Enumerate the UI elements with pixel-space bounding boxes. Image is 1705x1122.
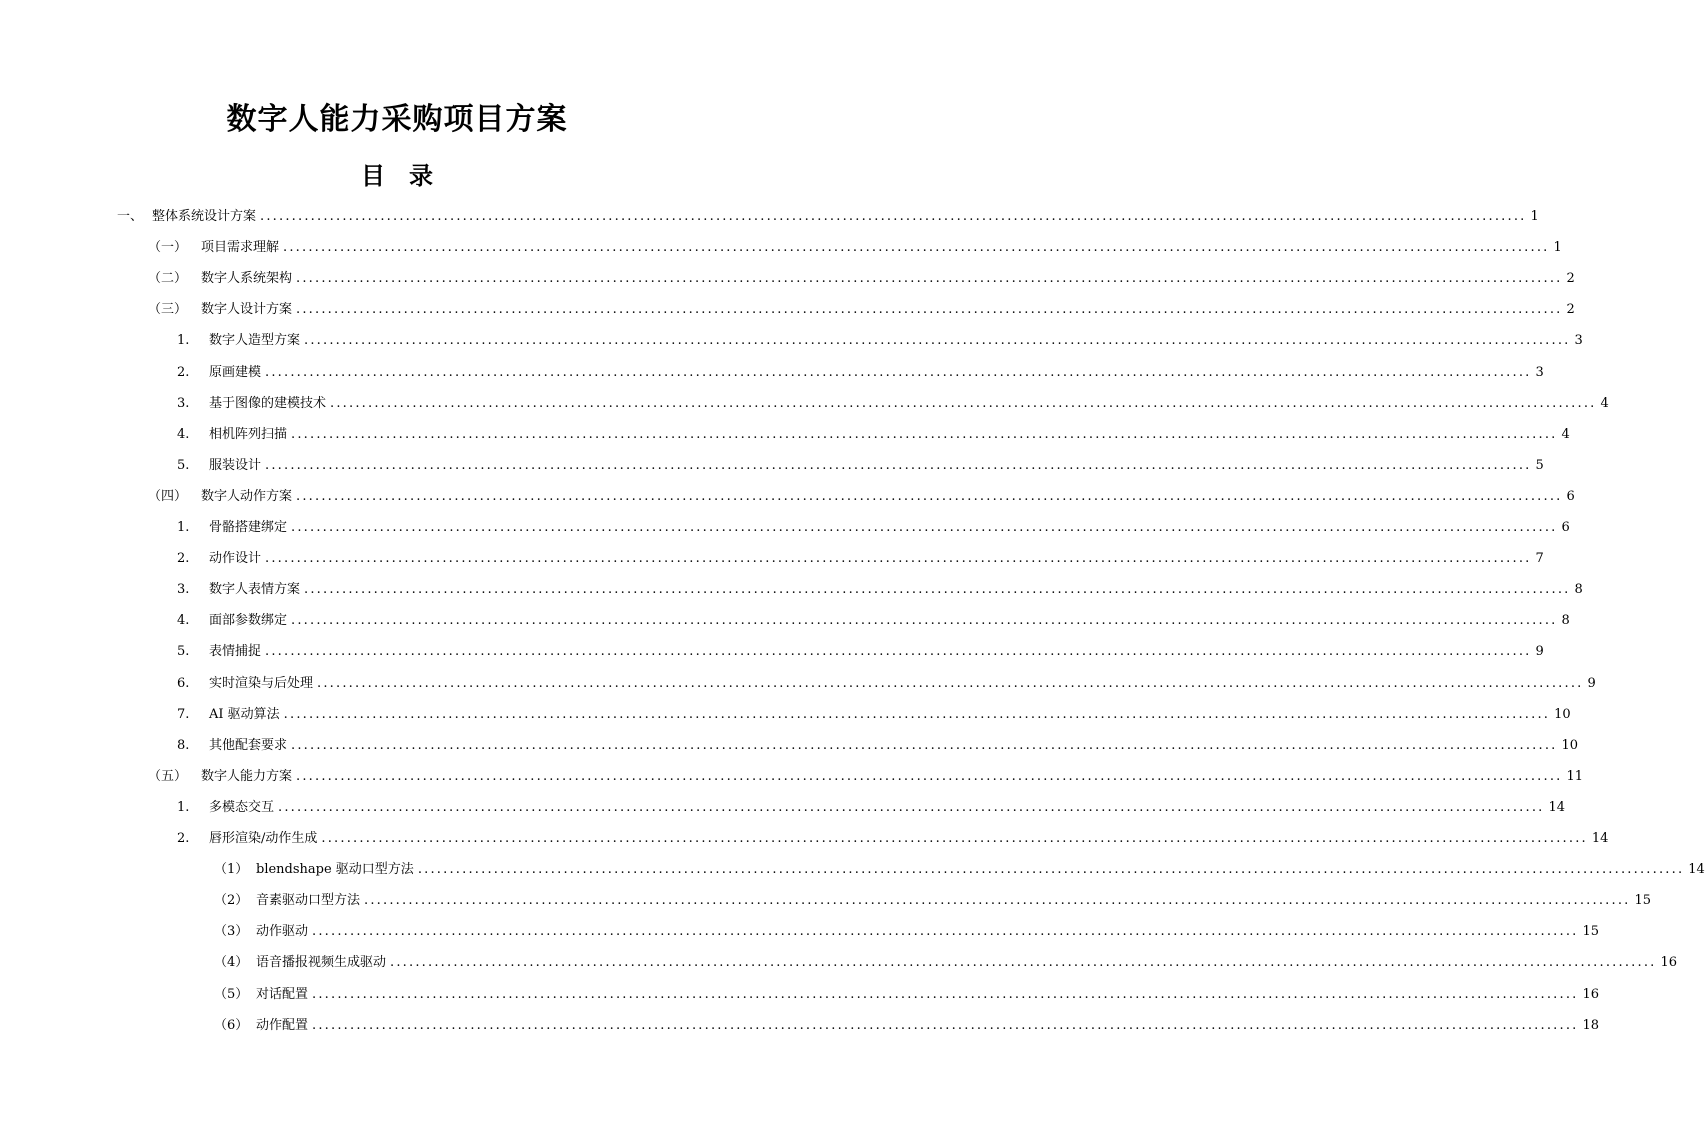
dot-leader: ........................................................................................................................................................................................................ — [364, 893, 1631, 909]
toc-heading-char: 录 — [409, 162, 433, 190]
toc-entry-number: （四） — [148, 488, 188, 504]
toc-entry-number: 8. — [177, 737, 190, 753]
toc-entry[interactable] — [0, 767, 1584, 787]
toc-entry[interactable] — [0, 829, 1609, 849]
dot-leader: ........................................................................................................................................................................................................ — [304, 333, 1571, 349]
dot-leader: ........................................................................................................................................................................................................ — [304, 582, 1571, 598]
toc-heading — [0, 156, 794, 191]
toc-entry[interactable] — [0, 363, 1544, 383]
toc-entry-label[interactable]: blendshape 驱动口型方法 — [256, 862, 414, 878]
toc-entry-number: 1. — [177, 799, 190, 815]
toc-entry-label[interactable]: 唇形渲染/动作生成 — [209, 831, 318, 846]
toc-entry-label[interactable]: 骨骼搭建绑定 — [209, 520, 288, 535]
toc-entry[interactable] — [0, 611, 1570, 631]
toc-entry-label[interactable]: 语音播报视频生成驱动 — [256, 955, 387, 971]
toc-entry[interactable] — [0, 705, 1571, 725]
toc-entry-page: 15 — [1634, 893, 1652, 909]
dot-leader: ........................................................................................................................................................................................................ — [296, 488, 1563, 504]
dot-leader: ........................................................................................................................................................................................................ — [291, 737, 1558, 753]
toc-entry-page: 5 — [1535, 457, 1544, 473]
toc-entry[interactable] — [0, 580, 1583, 600]
toc-entry[interactable] — [0, 518, 1570, 538]
toc-entry-label[interactable]: 服装设计 — [209, 457, 262, 473]
dot-leader: ........................................................................................................................................................................................................ — [296, 302, 1563, 318]
toc-entry-number: 6. — [177, 675, 190, 691]
toc-entry-page: 11 — [1566, 768, 1584, 784]
toc-entry-label[interactable]: 数字人系统架构 — [201, 271, 293, 287]
dot-leader: ........................................................................................................................................................................................................ — [312, 1017, 1579, 1033]
toc-entry-number: （2） — [214, 893, 249, 909]
toc-entry[interactable] — [0, 269, 1575, 289]
toc-entry-page: 8 — [1574, 582, 1583, 598]
toc-entry-label[interactable]: 数字人动作方案 — [201, 488, 293, 504]
toc-entry[interactable] — [0, 736, 1579, 756]
toc-entry-number: 一、 — [117, 209, 144, 224]
toc-entry-label[interactable]: 表情捕捉 — [209, 644, 262, 660]
toc-entry-label[interactable]: 项目需求理解 — [201, 240, 280, 256]
toc-entry-page: 2 — [1566, 271, 1575, 287]
toc-entry-label[interactable]: 动作设计 — [209, 551, 262, 567]
toc-entry[interactable] — [0, 300, 1575, 320]
toc-entry-number: 4. — [177, 426, 190, 442]
dot-leader: ........................................................................................................................................................................................................ — [417, 862, 1685, 878]
toc-entry[interactable] — [0, 674, 1596, 694]
dot-leader: ........................................................................................................................................................................................................ — [265, 551, 1532, 567]
toc-entry-page: 7 — [1535, 551, 1544, 567]
toc-entry-label[interactable]: 整体系统设计方案 — [152, 209, 257, 224]
toc-entry[interactable] — [0, 642, 1544, 662]
toc-heading-char: 目 — [361, 162, 385, 190]
toc-entry-label[interactable]: 音素驱动口型方法 — [256, 893, 361, 909]
toc-entry-page: 9 — [1535, 644, 1544, 660]
toc-entry-page: 14 — [1688, 862, 1705, 878]
dot-leader: ........................................................................................................................................................................................................ — [278, 799, 1545, 815]
toc-entry-label[interactable]: 数字人表情方案 — [209, 582, 301, 598]
toc-entry-page: 4 — [1561, 426, 1570, 442]
toc-entry[interactable] — [0, 425, 1570, 445]
toc-entry-page: 1 — [1553, 240, 1562, 256]
toc-entry-page: 14 — [1591, 831, 1609, 846]
toc-entry-number: 4. — [177, 613, 190, 629]
toc-entry-page: 1 — [1530, 209, 1539, 224]
toc-entry-page: 10 — [1554, 706, 1571, 722]
toc-entry-number: 2. — [177, 831, 190, 846]
toc-entry[interactable] — [0, 891, 1652, 911]
toc-entry-number: 2. — [177, 364, 190, 380]
toc-entry-page: 15 — [1582, 924, 1600, 940]
toc-entry-label[interactable]: 动作驱动 — [256, 924, 309, 940]
toc-entry-number: 5. — [177, 457, 190, 473]
toc-entry[interactable] — [0, 207, 1539, 227]
toc-entry[interactable] — [0, 487, 1575, 507]
toc-entry-label[interactable]: 原画建模 — [209, 364, 262, 380]
toc-entry-page: 4 — [1600, 395, 1609, 411]
toc-entry-label[interactable]: 面部参数绑定 — [209, 613, 288, 629]
dot-leader: ........................................................................................................................................................................................................ — [260, 209, 1527, 224]
toc-entry-page: 6 — [1561, 520, 1570, 535]
toc-entry-number: 5. — [177, 644, 190, 660]
dot-leader: ........................................................................................................................................................................................................ — [317, 675, 1584, 691]
toc-entry[interactable] — [0, 456, 1544, 476]
dot-leader: ........................................................................................................................................................................................................ — [296, 768, 1563, 784]
toc-entry-page: 18 — [1582, 1017, 1600, 1033]
toc-entry-label[interactable]: 数字人能力方案 — [201, 768, 293, 784]
toc-entry[interactable] — [0, 922, 1600, 942]
toc-entry-label[interactable]: AI 驱动算法 — [209, 706, 280, 722]
toc-entry-number: 7. — [177, 706, 190, 722]
toc-entry-label[interactable]: 多模态交互 — [209, 799, 275, 815]
toc-entry-label[interactable]: 相机阵列扫描 — [209, 426, 288, 442]
dot-leader: ........................................................................................................................................................................................................ — [330, 395, 1597, 411]
toc-entry-label[interactable]: 数字人造型方案 — [209, 333, 301, 349]
toc-entry-label[interactable]: 动作配置 — [256, 1017, 309, 1033]
document-title: 数字人能力采购项目方案 — [226, 102, 568, 137]
toc-entry[interactable] — [0, 331, 1583, 351]
toc-entry-page: 3 — [1535, 364, 1544, 380]
toc-entry-page: 9 — [1587, 675, 1596, 691]
toc-entry-number: （三） — [148, 302, 188, 318]
toc-entry-page: 6 — [1566, 488, 1575, 504]
toc-entry-number: 3. — [177, 582, 190, 598]
toc-entry-page: 10 — [1561, 737, 1579, 753]
toc-entry-number: （五） — [148, 768, 188, 784]
toc-entry-label[interactable]: 对话配置 — [256, 986, 309, 1002]
toc-entry-number: （6） — [214, 1017, 249, 1033]
toc-entry[interactable] — [0, 985, 1600, 1005]
toc-entry-label[interactable]: 实时渲染与后处理 — [209, 675, 314, 691]
toc-entry-page: 8 — [1561, 613, 1570, 629]
dot-leader: ........................................................................................................................................................................................................ — [291, 613, 1558, 629]
toc-entry-label[interactable]: 其他配套要求 — [209, 737, 288, 753]
toc-entry-number: （4） — [214, 955, 249, 971]
toc-entry-number: （1） — [214, 862, 249, 878]
toc-entry-number: （二） — [148, 271, 188, 287]
dot-leader: ........................................................................................................................................................................................................ — [265, 457, 1532, 473]
dot-leader: ........................................................................................................................................................................................................ — [283, 706, 1551, 722]
toc-entry-number: 3. — [177, 395, 190, 411]
dot-leader: ........................................................................................................................................................................................................ — [265, 364, 1532, 380]
toc-entry-number: 2. — [177, 551, 190, 567]
toc-entry-label[interactable]: 基于图像的建模技术 — [209, 395, 327, 411]
dot-leader: ........................................................................................................................................................................................................ — [321, 831, 1588, 846]
dot-leader: ........................................................................................................................................................................................................ — [291, 520, 1558, 535]
toc-entry[interactable] — [0, 238, 1562, 258]
toc-entry-page: 3 — [1574, 333, 1583, 349]
dot-leader: ........................................................................................................................................................................................................ — [265, 644, 1532, 660]
toc-entry[interactable] — [0, 798, 1566, 818]
toc-entry[interactable] — [0, 549, 1544, 569]
toc-entry-page: 16 — [1582, 986, 1600, 1002]
toc-entry[interactable] — [0, 860, 1705, 880]
dot-leader: ........................................................................................................................................................................................................ — [291, 426, 1558, 442]
toc-entry-page: 2 — [1566, 302, 1575, 318]
toc-entry-label[interactable]: 数字人设计方案 — [201, 302, 293, 318]
toc-entry[interactable] — [0, 394, 1609, 414]
dot-leader: ........................................................................................................................................................................................................ — [390, 955, 1657, 971]
toc-entry-number: （一） — [148, 240, 188, 256]
toc-entry-number: （5） — [214, 986, 249, 1002]
toc-entry[interactable] — [0, 1016, 1600, 1036]
toc-entry-number: （3） — [214, 924, 249, 940]
dot-leader: ........................................................................................................................................................................................................ — [283, 240, 1550, 256]
toc-entry-number: 1. — [177, 520, 190, 535]
dot-leader: ........................................................................................................................................................................................................ — [296, 271, 1563, 287]
dot-leader: ........................................................................................................................................................................................................ — [312, 924, 1579, 940]
dot-leader: ........................................................................................................................................................................................................ — [312, 986, 1579, 1002]
toc-entry-page: 16 — [1660, 955, 1678, 971]
toc-entry[interactable] — [0, 953, 1678, 973]
toc-entry-number: 1. — [177, 333, 190, 349]
toc-entry-page: 14 — [1548, 799, 1566, 815]
